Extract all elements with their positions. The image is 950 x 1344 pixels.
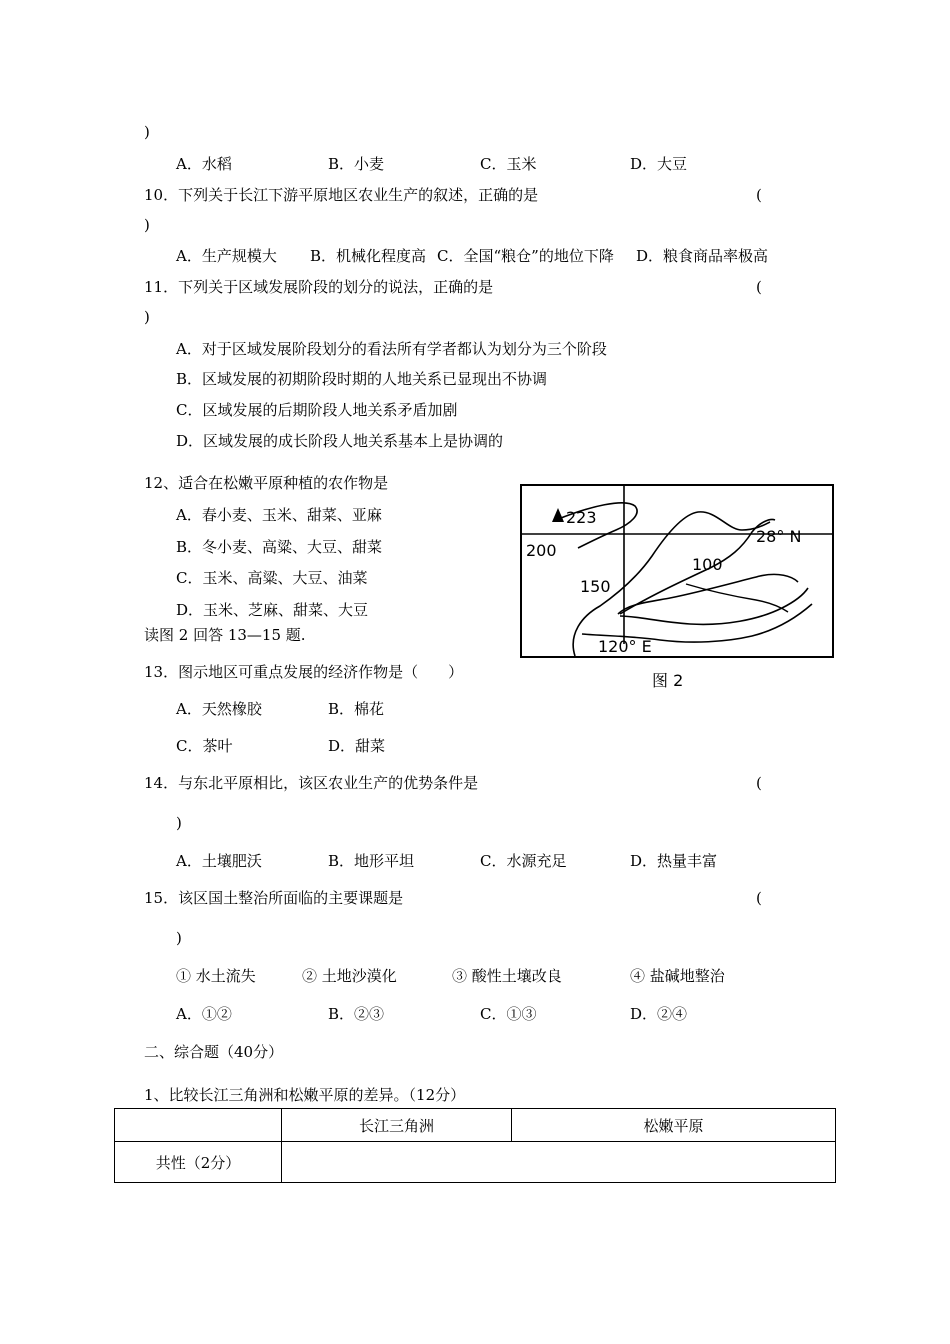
- q15-item-2: ② 土地沙漠化: [302, 967, 397, 985]
- peak-label: 223: [566, 508, 597, 527]
- q15-option-c: C．①③: [480, 1005, 537, 1023]
- q13-option-b: B．棉花: [328, 700, 385, 718]
- q11-option-c: C．区域发展的后期阶段人地关系矛盾加剧: [176, 401, 458, 419]
- q15-option-b: B．②③: [328, 1005, 385, 1023]
- q14-option-a: A．土壤肥沃: [176, 852, 262, 870]
- table-header-yangtze-delta: 长江三角洲: [282, 1109, 512, 1142]
- q10-close-paren: ): [144, 216, 150, 234]
- q11-close-paren: ): [144, 308, 150, 326]
- section-2-heading: 二、综合题（40分）: [144, 1043, 284, 1061]
- q11-stem: 11．下列关于区域发展阶段的划分的说法，正确的是: [144, 278, 494, 296]
- q10-stem: 10．下列关于长江下游平原地区农业生产的叙述，正确的是: [144, 186, 539, 204]
- q12-option-a: A．春小麦、玉米、甜菜、亚麻: [176, 506, 382, 524]
- q15-item-3: ③ 酸性土壤改良: [452, 967, 562, 985]
- q12-option-d: D．玉米、芝麻、甜菜、大豆: [176, 601, 369, 619]
- q15-option-d: D．②④: [630, 1005, 688, 1023]
- q14-option-b: B．地形平坦: [328, 852, 415, 870]
- q10-option-b: B．机械化程度高: [310, 247, 427, 265]
- q15-close-paren: ): [176, 929, 182, 947]
- q15-open-paren: (: [756, 889, 762, 907]
- q13-option-d: D．甜菜: [328, 737, 386, 755]
- q9-option-d: D．大豆: [630, 155, 688, 173]
- latitude-label: 28° N: [756, 527, 802, 546]
- q11-option-d: D．区域发展的成长阶段人地关系基本上是协调的: [176, 432, 504, 450]
- figure-caption: 图 2: [652, 671, 684, 690]
- q9-option-a: A．水稻: [176, 155, 232, 173]
- q12-option-c: C．玉米、高粱、大豆、油菜: [176, 569, 368, 587]
- q10-option-c: C．全国“粮仓”的地位下降: [437, 247, 614, 265]
- table-header-songnen-plain: 松嫩平原: [512, 1109, 836, 1142]
- q15-option-a: A．①②: [176, 1005, 232, 1023]
- q9-option-c: C．玉米: [480, 155, 537, 173]
- figure-2-contour-map: [520, 484, 834, 658]
- table-answer-cell[interactable]: [282, 1142, 836, 1183]
- q14-option-c: C．水源充足: [480, 852, 567, 870]
- q15-stem: 15．该区国土整治所面临的主要课题是: [144, 889, 404, 907]
- q9-close-paren: ): [144, 123, 150, 141]
- q13-stem: 13．图示地区可重点发展的经济作物是（ ）: [144, 663, 464, 681]
- contour-label-150: 150: [580, 577, 611, 596]
- table-row: [115, 1142, 836, 1183]
- q14-open-paren: (: [756, 774, 762, 792]
- q12-option-b: B．冬小麦、高粱、大豆、甜菜: [176, 538, 383, 556]
- table-header-empty: [115, 1109, 282, 1142]
- q11-option-a: A．对于区域发展阶段划分的看法所有学者都认为划分为三个阶段: [176, 340, 607, 358]
- q9-option-b: B．小麦: [328, 155, 385, 173]
- comparison-table: [114, 1108, 836, 1183]
- q14-option-d: D．热量丰富: [630, 852, 718, 870]
- q14-close-paren: ): [176, 814, 182, 832]
- q14-stem: 14．与东北平原相比，该区农业生产的优势条件是: [144, 774, 479, 792]
- q15-item-1: ① 水土流失: [176, 967, 256, 985]
- q13-option-a: A．天然橡胶: [176, 700, 262, 718]
- table-row-label-commonality: 共性（2分）: [115, 1142, 282, 1183]
- table-header-row: [115, 1109, 836, 1142]
- q11-open-paren: (: [756, 278, 762, 296]
- section-2-q1-stem: 1、比较长江三角洲和松嫩平原的差异。（12分）: [144, 1086, 466, 1104]
- q12-stem: 12、适合在松嫩平原种植的农作物是: [144, 474, 389, 492]
- read-figure-note: 读图 2 回答 13—15 题.: [144, 626, 306, 644]
- q10-option-a: A．生产规模大: [176, 247, 277, 265]
- contour-label-100: 100: [692, 555, 723, 574]
- longitude-label: 120° E: [598, 637, 652, 656]
- q11-option-b: B．区域发展的初期阶段时期的人地关系已显现出不协调: [176, 370, 548, 388]
- contour-map-svg: [520, 484, 834, 658]
- q13-option-c: C．茶叶: [176, 737, 233, 755]
- q10-open-paren: (: [756, 186, 762, 204]
- q15-item-4: ④ 盐碱地整治: [630, 967, 725, 985]
- contour-label-200: 200: [526, 541, 557, 560]
- q10-option-d: D．粮食商品率极高: [636, 247, 769, 265]
